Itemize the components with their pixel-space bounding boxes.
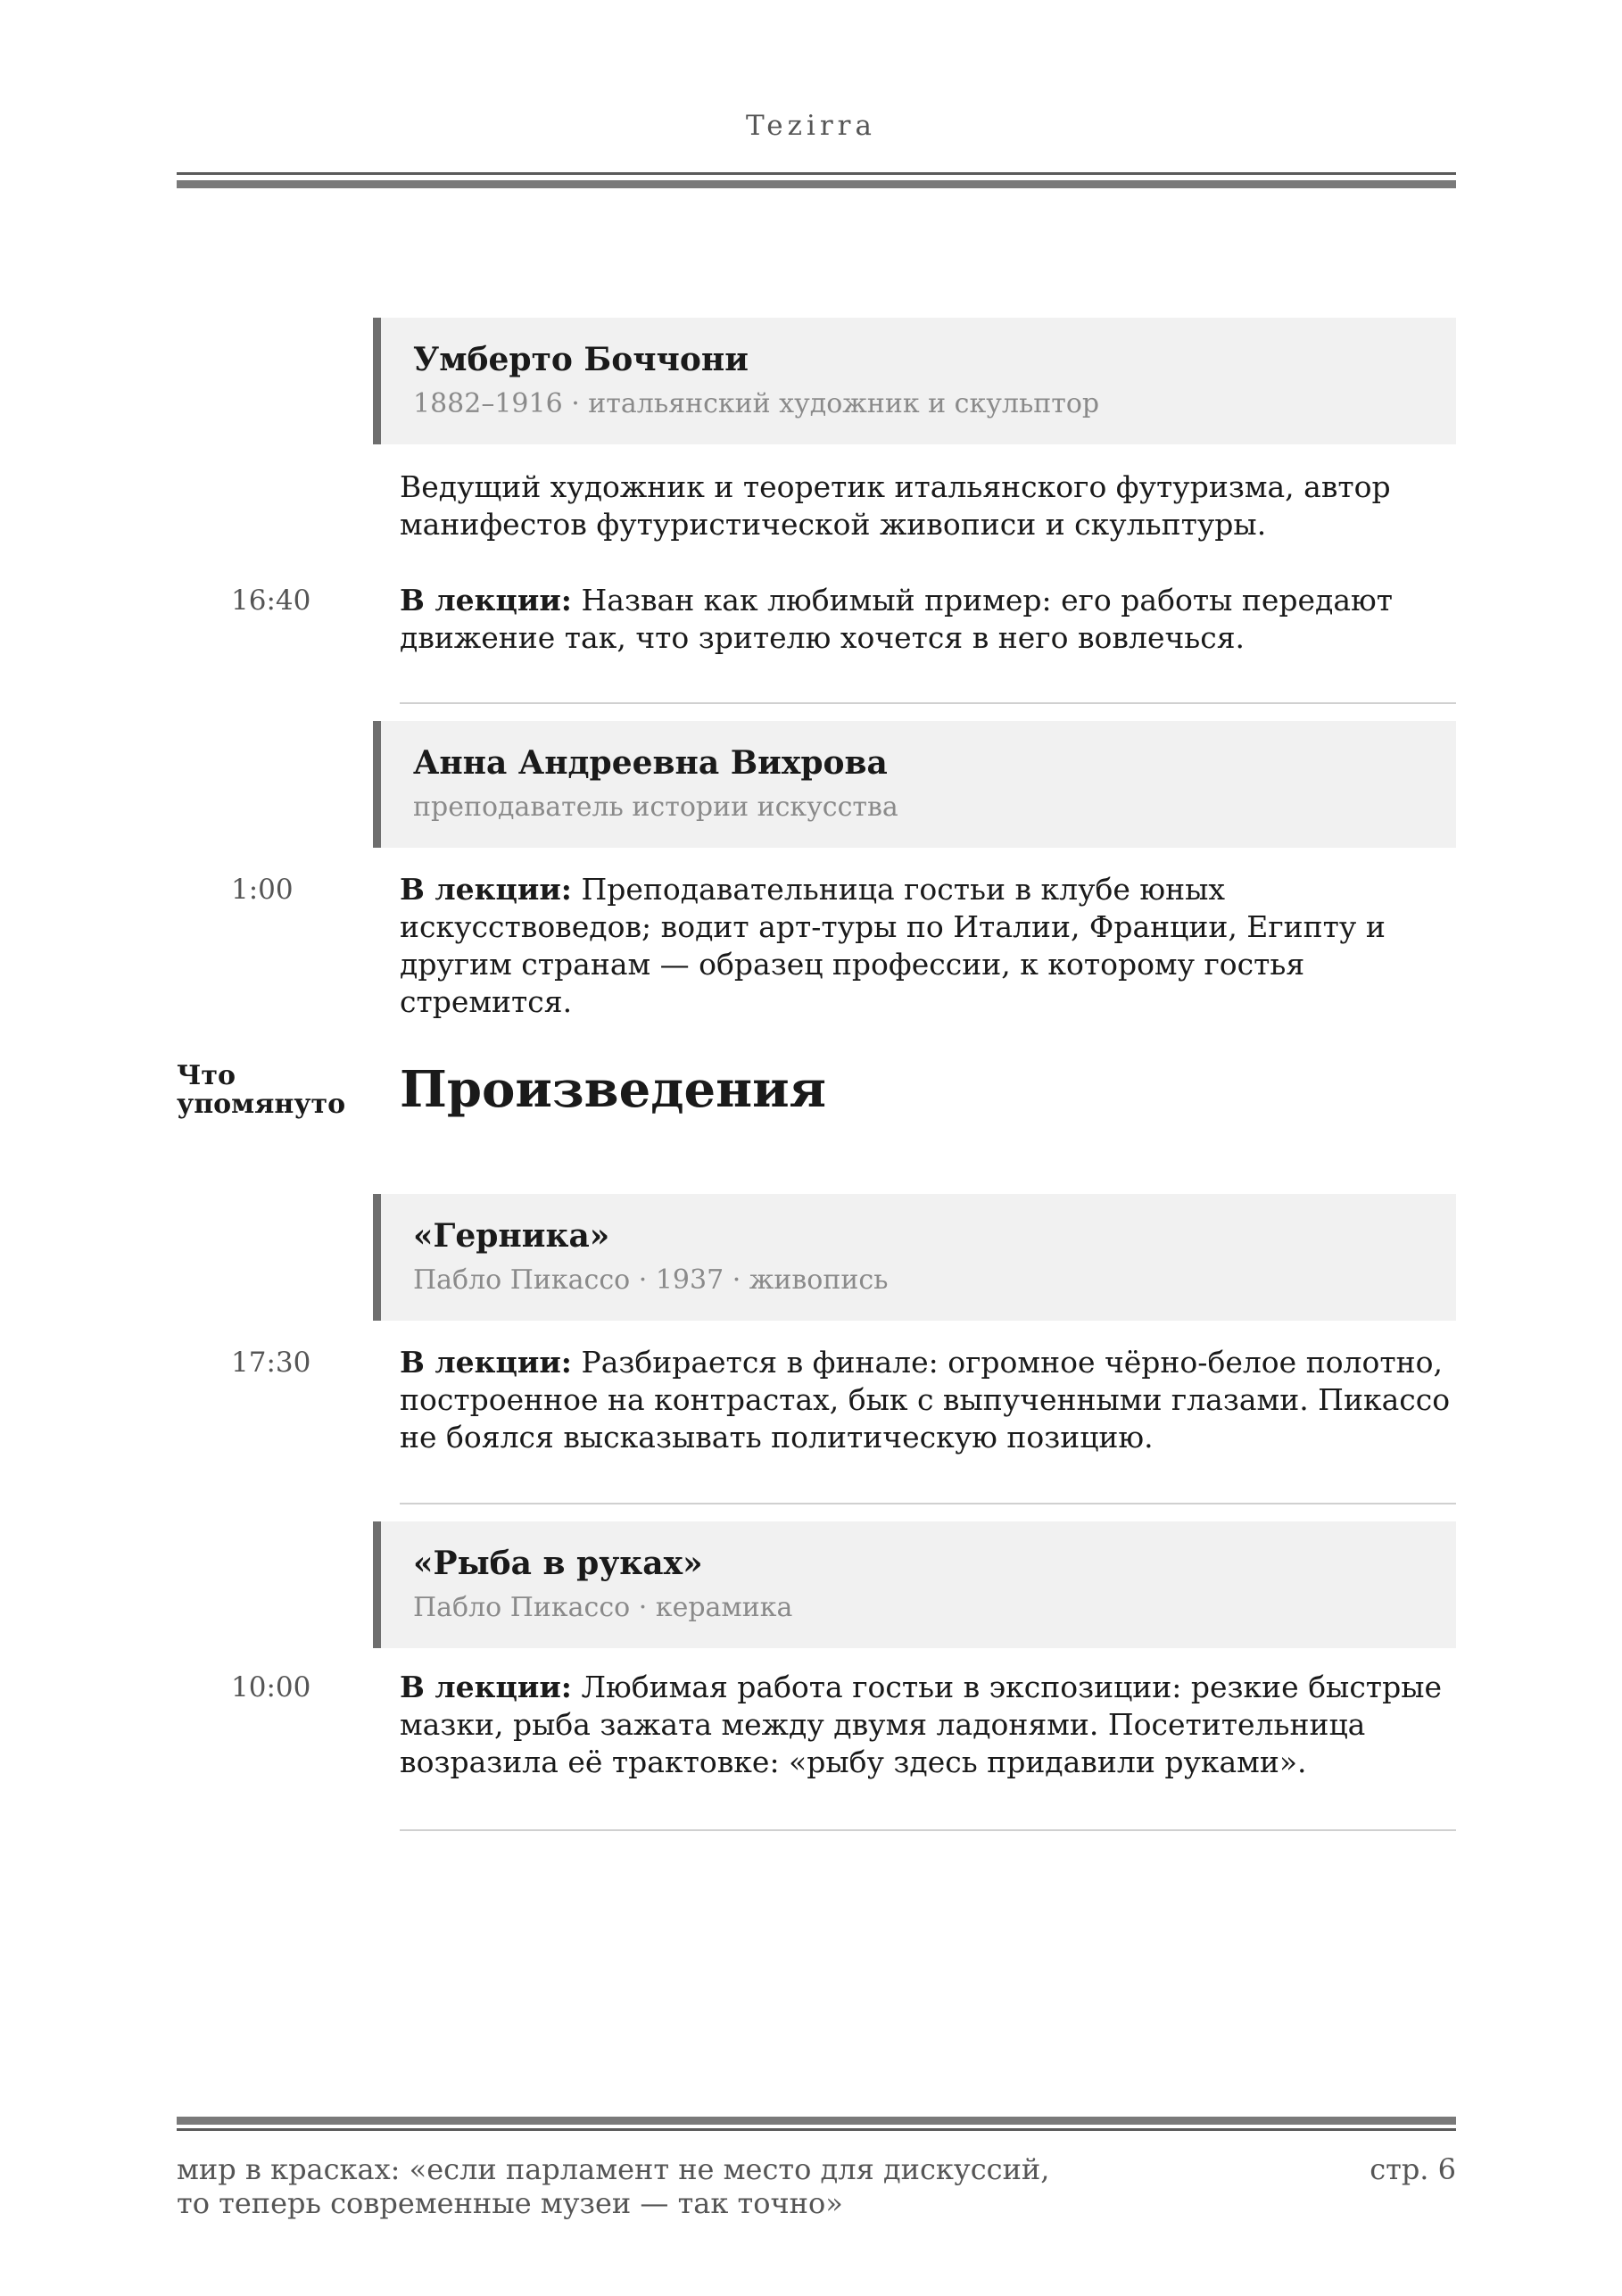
header-rule-thick	[177, 180, 1456, 188]
page-number: стр. 6	[1370, 2152, 1456, 2186]
lecture-label: В лекции:	[400, 1670, 572, 1704]
timestamp: 1:00	[231, 874, 294, 906]
entry-divider	[400, 1503, 1456, 1504]
lecture-text: Назван как любимый пример: его работы передают движение так, что зрителю хочется в него вовлечься.	[400, 583, 1393, 655]
lecture-text: Любимая работа гостьи в экспозиции: резкие быстрые мазки, рыба зажата между двумя ладонями. Посетительница возразила её трактовке: «рыбу здесь придавили руками».	[400, 1670, 1442, 1779]
timestamp: 17:30	[231, 1347, 311, 1379]
work-name: «Рыба в руках»	[413, 1545, 703, 1582]
lecture-note	[400, 1344, 1461, 1456]
header-title: Tezirra	[746, 110, 876, 142]
lecture-note	[400, 871, 1461, 1021]
person-name: Умберто Боччони	[413, 341, 749, 378]
work-meta: Пабло Пикассо · 1937 · живопись	[413, 1264, 889, 1296]
section-title: Произведения	[400, 1060, 827, 1119]
footer-text: мир в красках: «если парламент не место для дискуссий, то теперь современные музеи — так точно»	[177, 2152, 1050, 2220]
work-card	[373, 1521, 1456, 1648]
person-card	[373, 721, 1456, 848]
person-name: Анна Андреевна Вихрова	[413, 744, 888, 782]
lecture-label: В лекции:	[400, 1345, 572, 1380]
person-meta: 1882–1916 · итальянский художник и скульптор	[413, 388, 1100, 419]
person-card	[373, 318, 1456, 444]
work-meta: Пабло Пикассо · керамика	[413, 1592, 793, 1623]
entry-divider	[400, 702, 1456, 704]
footer-rule-thick	[177, 2117, 1456, 2125]
lecture-label: В лекции:	[400, 872, 572, 907]
header-rule-thin	[177, 172, 1456, 175]
lecture-label: В лекции:	[400, 583, 572, 618]
lecture-text: Разбирается в финале: огромное чёрно-белое полотно, построенное на контрастах, бык с выпученными глазами. Пикассо не боялся высказывать политическую позицию.	[400, 1345, 1451, 1455]
lecture-note	[400, 582, 1461, 657]
work-name: «Герника»	[413, 1217, 610, 1255]
person-description: Ведущий художник и теоретик итальянского футуризма, автор манифестов футуристической живописи и скульптуры.	[400, 469, 1391, 542]
section-side-label: Что упомянуто	[177, 1060, 346, 1120]
lecture-text: Преподавательница гостьи в клубе юных искусствоведов; водит арт-туры по Италии, Франции, Египту и другим странам — образец профессии, к которому гостья стремится.	[400, 872, 1386, 1019]
footer-rule-thin	[177, 2128, 1456, 2131]
entry-divider	[400, 1829, 1456, 1831]
timestamp: 10:00	[231, 1671, 311, 1703]
person-meta: преподаватель истории искусства	[413, 792, 898, 823]
timestamp: 16:40	[231, 584, 311, 617]
lecture-note	[400, 1669, 1461, 1781]
work-card	[373, 1194, 1456, 1321]
